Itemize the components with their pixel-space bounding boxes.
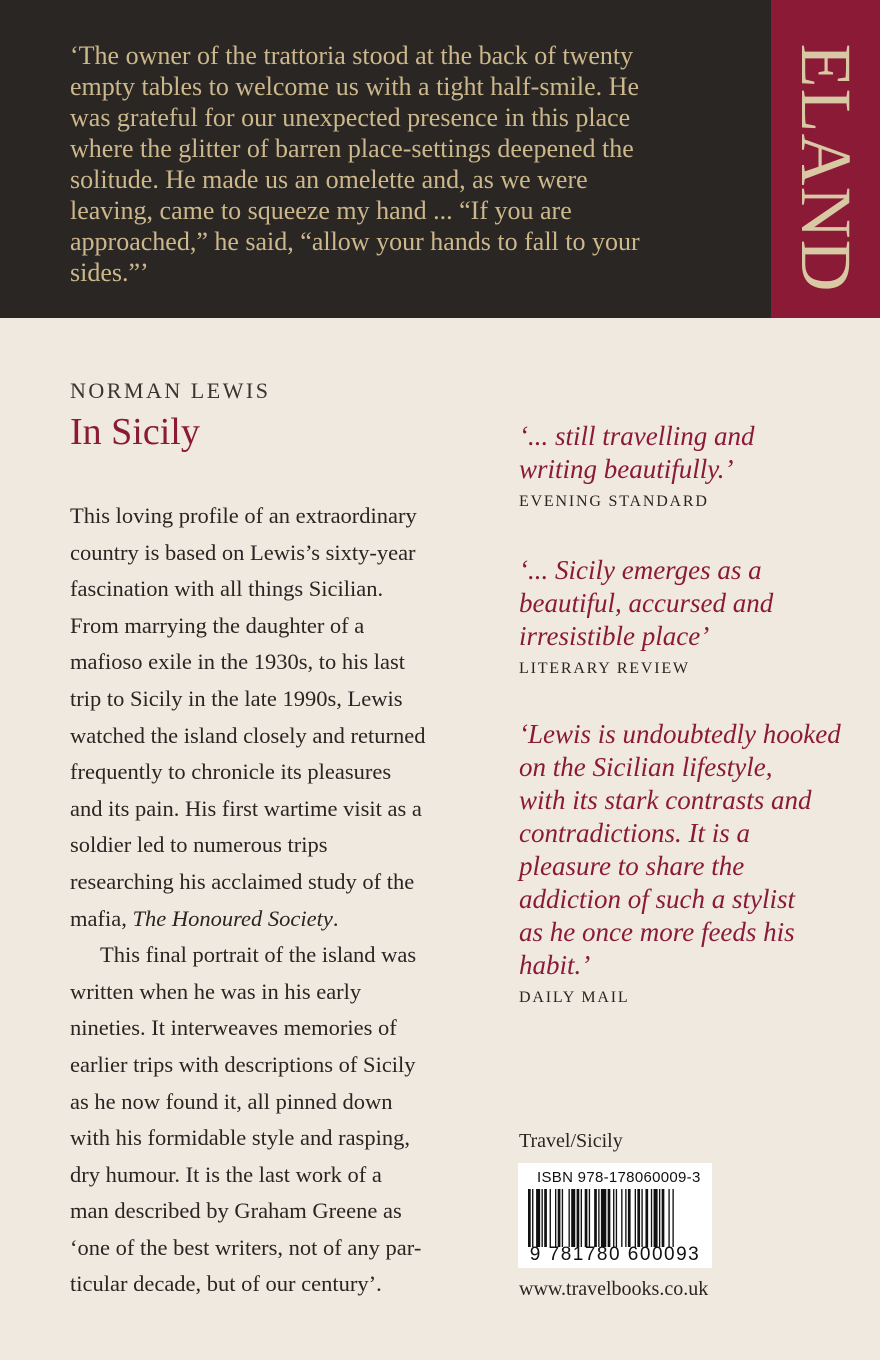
excerpt-line: where the glitter of barren place-settings deepened the: [70, 134, 634, 163]
blurb-line: and its pain. His first wartime visit as a: [70, 795, 422, 821]
excerpt-line: empty tables to welcome us with a tight half-smile. He: [70, 72, 639, 101]
publisher-website: www.travelbooks.co.uk: [519, 1278, 709, 1300]
barcode-bar: [662, 1189, 665, 1247]
review-quote-line: pleasure to share the: [519, 851, 745, 881]
blurb-line: From marrying the daughter of a: [70, 612, 365, 638]
blurb-line: This final portrait of the island was: [100, 942, 417, 968]
barcode-bar: [577, 1189, 580, 1247]
review-quote-line: beautiful, accursed and: [519, 588, 774, 618]
book-title: In Sicily: [70, 411, 200, 453]
review-literary-review: [519, 554, 773, 678]
blurb-line: mafioso exile in the 1930s, to his last: [70, 649, 405, 675]
barcode-bar: [621, 1189, 622, 1247]
review-quote-line: on the Sicilian lifestyle,: [519, 752, 773, 782]
barcode-bar: [581, 1189, 582, 1247]
barcode-bar: [613, 1189, 614, 1247]
barcode-bar: [628, 1189, 631, 1247]
barcode-bar: [555, 1189, 556, 1247]
blurb-line: researching his acclaimed study of the: [70, 868, 415, 894]
barcode-bar: [654, 1189, 658, 1247]
blurb-line: earlier trips with descriptions of Sicily: [70, 1051, 416, 1077]
barcode-bar: [585, 1189, 588, 1247]
blurb-line: frequently to chronicle its pleasures: [70, 759, 392, 785]
review-quote-line: irresistible place’: [519, 621, 710, 651]
barcode-icon: [528, 1189, 702, 1247]
author-name: NORMAN LEWIS: [70, 378, 271, 403]
review-quote-line: as he once more feeds his: [519, 917, 795, 947]
isbn-label: ISBN 978-178060009-3: [537, 1169, 701, 1186]
blurb-line: ‘one of the best writers, not of any par-: [70, 1234, 422, 1260]
review-quote-line: contradictions. It is a: [519, 818, 750, 848]
barcode-bar: [571, 1189, 575, 1247]
barcode-digits: 9 781780 600093: [529, 1244, 701, 1265]
barcode-bar: [601, 1189, 606, 1247]
book-category: Travel/Sicily: [519, 1130, 623, 1152]
publisher-logo-tab: [771, 0, 880, 318]
barcode-bar: [558, 1189, 561, 1247]
review-quote: [519, 718, 841, 982]
barcode-bar: [608, 1189, 611, 1247]
blurb-text: .: [332, 905, 339, 931]
review-quote-line: addiction of such a stylist: [519, 884, 795, 914]
honoured-society-title: The Honoured Society: [132, 905, 333, 931]
blurb-line: [70, 901, 462, 938]
blurb-line: soldier led to numerous trips: [70, 832, 328, 858]
opening-excerpt: [70, 40, 730, 288]
barcode-bar: [616, 1189, 617, 1247]
excerpt-line: leaving, came to squeeze my hand ... “If you are: [70, 196, 572, 225]
excerpt-line: was grateful for our unexpected presence in this place: [70, 103, 631, 132]
barcode-bar: [637, 1189, 640, 1247]
excerpt-line: sides.”’: [70, 258, 149, 287]
review-quote-line: ‘Lewis is undoubtedly hooked: [519, 719, 841, 749]
blurb-line: ticular decade, but of our century’.: [70, 1271, 382, 1297]
barcode-bar: [532, 1189, 533, 1247]
barcode-bar: [625, 1189, 626, 1247]
review-source: EVENING STANDARD: [519, 493, 709, 510]
barcode-bar: [528, 1189, 531, 1247]
barcode-bar: [550, 1189, 551, 1247]
barcode-bar: [659, 1189, 660, 1247]
review-quote-line: ‘... Sicily emerges as a: [519, 555, 762, 585]
barcode-bar: [562, 1189, 563, 1247]
book-description: [70, 498, 462, 1303]
blurb-line: as he now found it, all pinned down: [70, 1088, 393, 1114]
excerpt-line: solitude. He made us an omelette and, as we were: [70, 165, 588, 194]
blurb-line: fascination with all things Sicilian.: [70, 576, 384, 602]
review-quote-line: with its stark contrasts and: [519, 785, 812, 815]
isbn-barcode: [518, 1163, 712, 1268]
blurb-line: trip to Sicily in the late 1990s, Lewis: [70, 685, 403, 711]
blurb-line: nineties. It interweaves memories of: [70, 1015, 397, 1041]
blurb-line: man described by Graham Greene as: [70, 1198, 402, 1224]
barcode-bar: [589, 1189, 590, 1247]
barcode-bar: [598, 1189, 599, 1247]
barcode-bar: [641, 1189, 642, 1247]
blurb-line: country is based on Lewis’s sixty-year: [70, 539, 416, 565]
barcode-bar: [536, 1189, 540, 1247]
review-quote: [519, 420, 755, 486]
blurb-line: with his formidable style and rasping,: [70, 1125, 410, 1151]
blurb-line: watched the island closely and returned: [70, 722, 426, 748]
blurb-line: dry humour. It is the last work of a: [70, 1161, 382, 1187]
excerpt-line: ‘The owner of the trattoria stood at the back of twenty: [70, 41, 634, 70]
barcode-bar: [645, 1189, 648, 1247]
review-quote-line: writing beautifully.’: [519, 454, 734, 484]
review-source: DAILY MAIL: [519, 989, 630, 1006]
barcode-bar: [594, 1189, 597, 1247]
review-daily-mail: [519, 718, 841, 1007]
barcode-bar: [672, 1189, 673, 1247]
top-quote-band: [0, 0, 880, 318]
barcode-bar: [668, 1189, 669, 1247]
publisher-logo: ELAND: [786, 43, 866, 293]
barcode-bar: [542, 1189, 543, 1247]
blurb-line: This loving profile of an extraordinary: [70, 503, 417, 528]
review-evening-standard: [519, 420, 755, 511]
excerpt-line: approached,” he said, “allow your hands to fall to your: [70, 227, 640, 256]
barcode-bar: [651, 1189, 652, 1247]
blurb-text: mafia,: [70, 905, 133, 931]
barcode-bar: [544, 1189, 547, 1247]
blurb-line: written when he was in his early: [70, 978, 362, 1004]
review-quote-line: ‘... still travelling and: [519, 421, 755, 451]
review-quote-line: habit.’: [519, 950, 591, 980]
review-quote: [519, 554, 773, 653]
review-source: LITERARY REVIEW: [519, 660, 690, 677]
barcode-bar: [569, 1189, 570, 1247]
barcode-bar: [635, 1189, 636, 1247]
